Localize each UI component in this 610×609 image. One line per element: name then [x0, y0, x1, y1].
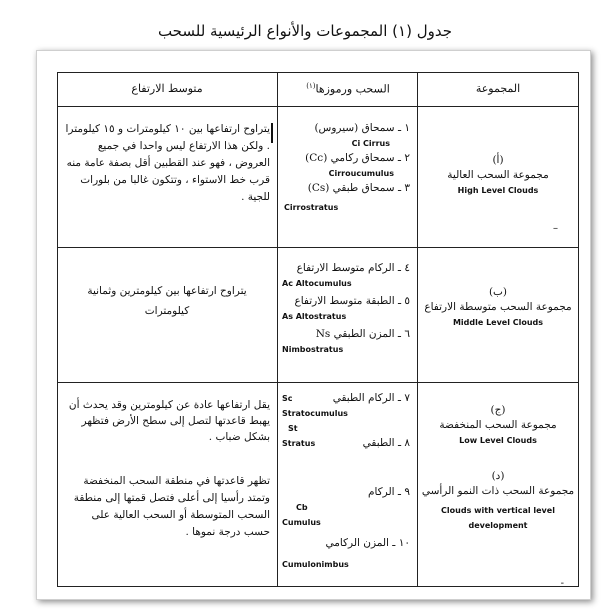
altitude-cell-high: يتراوح ارتفاعها بين ١٠ كيلومترات و ١٥ كيلومترا . ولكن هذا الارتفاع ليس واحدا في جميع العروض ، فهو عند القطبين أقل بصفة عامة منه قرب خط الاستواء ، وتتكون غالبا من بلورات للجية .: [65, 123, 270, 203]
row-divider-1: [58, 247, 578, 248]
cloud-type-arabic: ٨ ـ الطبقي: [362, 437, 410, 449]
cloud-type-latin: Cirrostratus: [284, 203, 339, 212]
cloud-type-latin: Cirroucumulus: [328, 169, 394, 178]
altitude-cell-low: يقل ارتفاعها عادة عن كيلومترين وقد يحدث أن يهبط قاعدتها لتصل إلى سطح الأرض فتظهر بشكل ضباب .: [68, 399, 270, 443]
column-divider-2: [277, 73, 278, 586]
table-caption: جدول (١) المجموعات والأنواع الرئيسية للسحب: [157, 22, 453, 40]
group-arabic: مجموعة السحب المنخفضة: [439, 419, 557, 431]
types-cell-middle: [282, 261, 410, 357]
group-arabic: مجموعة السحب العالية: [447, 169, 549, 181]
cloud-type-arabic: ١ ـ سمحاق (سيروس): [314, 122, 410, 134]
types-cell-vertical: [282, 485, 410, 572]
group-number: (أ): [492, 154, 504, 166]
group-number: (ج): [490, 404, 506, 416]
group-english: Middle Level Clouds: [452, 318, 544, 327]
cloud-table: [57, 72, 579, 587]
cloud-code: St: [288, 424, 298, 433]
cloud-type-arabic: ٩ ـ الركام: [367, 486, 410, 498]
scan-mark: –: [553, 223, 558, 234]
cloud-type-latin: Stratus: [282, 439, 316, 448]
cloud-type-arabic: ٤ ـ الركام متوسط الارتفاع: [296, 262, 410, 274]
cloud-type-latin: Nimbostratus: [282, 345, 344, 354]
header-altitude: متوسط الارتفاع: [131, 82, 203, 95]
group-cell-low: [418, 403, 578, 448]
cloud-type-arabic: ٣ ـ سمحاق طبقي (Cs): [307, 182, 410, 194]
cloud-type-arabic: ٦ ـ المزن الطبقي Ns: [315, 328, 410, 340]
cloud-type-latin: Ci Cirrus: [351, 139, 390, 148]
group-english: Low Level Clouds: [459, 436, 537, 445]
group-arabic: مجموعة السحب ذات النمو الرأسي: [421, 485, 575, 497]
group-arabic: مجموعة السحب متوسطة الارتفاع: [424, 301, 572, 313]
cloud-type-arabic: ٥ ـ الطبقة متوسط الارتفاع: [294, 295, 410, 307]
cloud-type-latin: Cumulonimbus: [282, 560, 349, 569]
group-english: Clouds with vertical level: [441, 506, 555, 515]
cloud-code: Cb: [296, 503, 308, 512]
scan-mark: -: [560, 578, 564, 589]
margin-bracket: [271, 123, 273, 143]
altitude-cell-middle: يتراوح ارتفاعها بين كيلومترين وثمانية كيلومترات: [87, 285, 247, 317]
types-cell-high: [284, 121, 410, 215]
cloud-code: Sc: [282, 394, 293, 403]
header-types: السحب ورموزها$^{(١)}$: [306, 82, 390, 96]
cloud-type-arabic: ١٠ ـ المزن الركامي: [325, 537, 410, 549]
group-english: High Level Clouds: [457, 186, 539, 195]
altitude-cell-vertical: تظهر قاعدتها في منطقة السحب المنخفضة وتمتد رأسيا إلى أعلى فتصل قمتها إلى منطقة السحب المتوسطة أو السحب العالية على حسب درجة نموها .: [73, 475, 270, 538]
group-cell-vertical: [418, 469, 578, 533]
group-number: (ب): [488, 286, 508, 298]
group-english: development: [468, 521, 528, 530]
cloud-type-latin: Stratocumulus: [282, 409, 348, 418]
cloud-type-arabic: ٢ ـ سمحاق ركامي (Cc): [305, 152, 410, 164]
group-cell-middle: [418, 285, 578, 330]
cloud-type-latin: Cumulus: [282, 518, 321, 527]
header-group: المجموعة: [475, 82, 521, 95]
cloud-type-latin: As Altostratus: [282, 312, 347, 321]
group-number: (د): [491, 470, 505, 482]
types-cell-low: [282, 391, 410, 451]
row-divider-2: [58, 382, 578, 383]
group-cell-high: [418, 153, 578, 198]
header-divider: [58, 106, 578, 107]
cloud-type-arabic: ٧ ـ الركام الطبقي: [332, 392, 410, 404]
cloud-type-latin: Ac Altocumulus: [282, 279, 352, 288]
